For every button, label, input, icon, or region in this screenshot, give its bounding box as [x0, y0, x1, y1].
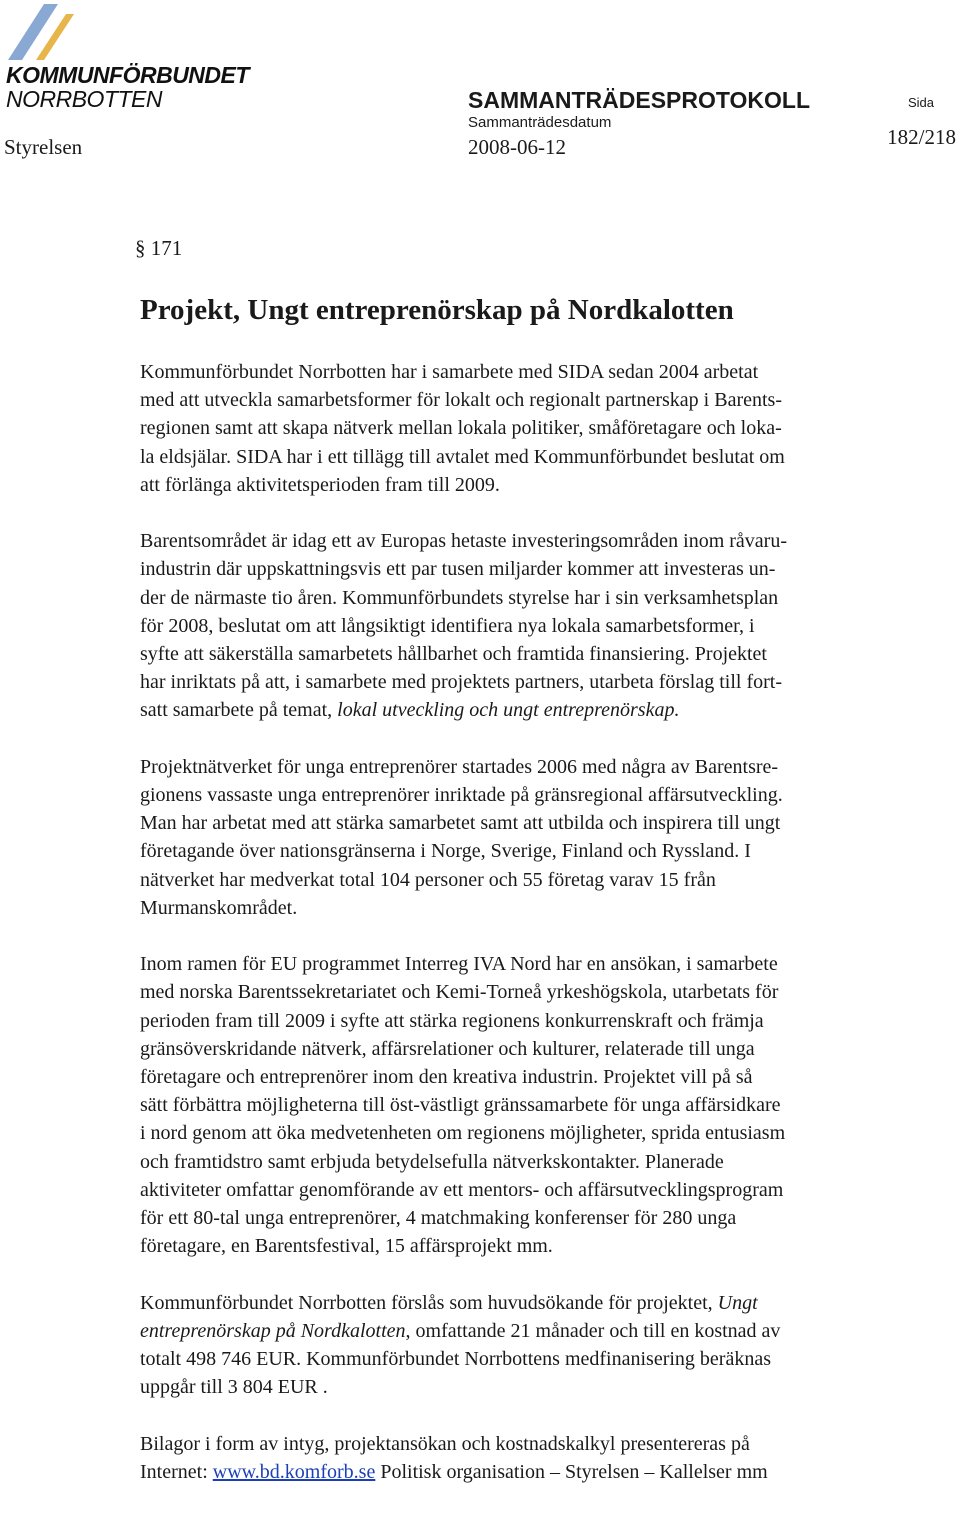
paragraph-4 — [140, 950, 950, 1260]
text-line: Inom ramen för EU programmet Interreg IVA Nord har en ansökan, i samarbete — [140, 953, 778, 976]
text-line: industrin där uppskattningsvis ett par tusen miljarder kommer att investeras un- — [140, 558, 776, 581]
logo-text-line2: NORRBOTTEN — [6, 86, 162, 112]
italic-text: Ungt — [717, 1291, 758, 1314]
text-run: satt samarbete på temat, — [140, 699, 338, 722]
website-link[interactable]: www.bd.komforb.se — [212, 1460, 376, 1483]
document-body — [140, 358, 950, 1514]
text-line — [140, 696, 950, 724]
text-line: nätverket har medverkat total 104 personer och 55 företag varav 15 från — [140, 868, 716, 891]
text-line — [140, 1458, 950, 1486]
text-line: för ett 80-tal unga entreprenörer, 4 matchmaking konferenser för 280 unga — [140, 1207, 737, 1230]
paragraph-1 — [140, 358, 950, 499]
paragraph-number: § 171 — [135, 236, 183, 260]
page-label: Sida — [908, 95, 935, 110]
logo-text-line1: KOMMUNFÖRBUNDET — [6, 62, 249, 88]
text-line: gionens vassaste unga entreprenörer inriktade på gränsregional affärsutveckling. — [140, 784, 783, 807]
text-line: Projektnätverket för unga entreprenörer startades 2006 med några av Barentsre- — [140, 755, 779, 778]
text-line: har inriktats på att, i samarbete med projektets partners, utarbeta förslag till fort- — [140, 671, 782, 694]
text-run: Kommunförbundet Norrbotten förslås som huvudsökande för projektet, — [140, 1291, 718, 1314]
text-line: regionen samt att skapa nätverk mellan lokala politiker, småföretagare och loka- — [140, 417, 782, 440]
text-line: totalt 498 746 EUR. Kommunförbundet Norrbottens medfinanisering beräknas — [140, 1348, 771, 1371]
paragraph-5 — [140, 1289, 950, 1402]
text-line: Barentsområdet är idag ett av Europas hetaste investeringsområden inom råvaru- — [140, 530, 787, 553]
text-line: Murmanskområdet. — [140, 896, 298, 919]
text-line: med norska Barentssekretariatet och Kemi-Torneå yrkeshögskola, utarbetats för — [140, 981, 779, 1004]
text-line: Kommunförbundet Norrbotten har i samarbete med SIDA sedan 2004 arbetat — [140, 361, 759, 383]
board-name: Styrelsen — [4, 135, 83, 159]
text-line: sätt förbättra möjligheterna till öst-västligt gränssamarbete för unga affärsidkare — [140, 1094, 781, 1117]
page-title: Projekt, Ungt entreprenörskap på Nordkalotten — [140, 294, 734, 326]
meeting-date-value: 2008-06-12 — [468, 135, 566, 159]
text-line — [140, 1317, 950, 1345]
text-line: perioden fram till 2009 i syfte att stärka regionens konkurrenskraft och främja — [140, 1009, 764, 1032]
meeting-date-label: Sammanträdesdatum — [468, 114, 612, 131]
text-line: Bilagor i form av intyg, projektansökan och kostnadskalkyl presentereras på — [140, 1432, 750, 1455]
logo-stripe-blue — [8, 4, 58, 60]
text-line: att förlänga aktivitetsperioden fram till 2009. — [140, 473, 500, 496]
text-run: Politisk organisation – Styrelsen – Kallelser mm — [375, 1460, 768, 1483]
organization-logo — [4, 2, 260, 110]
text-line: aktiviteter omfattar genomförande av ett mentors- och affärsutvecklingsprogram — [140, 1178, 784, 1201]
document-title: SAMMANTRÄDESPROTOKOLL — [468, 87, 811, 113]
text-line: uppgår till 3 804 EUR . — [140, 1376, 328, 1399]
paragraph-2 — [140, 527, 950, 724]
text-line: der de närmaste tio åren. Kommunförbundets styrelse har i sin verksamhetsplan — [140, 586, 779, 609]
text-line: i nord genom att öka medvetenheten om regionens möjligheter, sprida entusiasm — [140, 1122, 786, 1145]
text-line: företagare, en Barentsfestival, 15 affärsprojekt mm. — [140, 1235, 553, 1258]
text-line: för 2008, beslutat om att långsiktigt identifiera nya lokala samarbetsformer, i — [140, 614, 755, 637]
logo-stripes-icon — [4, 2, 74, 64]
italic-text: lokal utveckling och ungt entreprenörskap. — [337, 699, 680, 722]
text-line: och framtidstro samt erbjuda betydelsefulla nätverkskontakter. Planerade — [140, 1150, 724, 1173]
italic-text: entreprenörskap på Nordkalotten — [140, 1319, 406, 1342]
text-line: syfte att säkerställa samarbetets hållbarhet och framtida finansiering. Projektet — [140, 643, 767, 666]
text-line — [140, 1289, 950, 1317]
text-line: gränsöverskridande nätverk, affärsrelationer och kulturer, relaterade till unga — [140, 1037, 755, 1060]
page-number: 182/218 — [887, 125, 956, 149]
paragraph-3 — [140, 753, 950, 922]
text-run: Internet: — [140, 1460, 213, 1483]
text-line: företagare och entreprenörer inom den kreativa industrin. Projektet vill på så — [140, 1066, 753, 1089]
text-line: Man har arbetat med att stärka samarbetet samt att utbilda och inspirera till ungt — [140, 812, 781, 835]
text-line: företagande över nationsgränserna i Norge, Sverige, Finland och Ryssland. I — [140, 840, 751, 863]
text-run: , omfattande 21 månader och till en kostnad av — [405, 1319, 781, 1342]
text-line: la eldsjälar. SIDA har i ett tillägg till avtalet med Kommunförbundet beslutat om — [140, 445, 785, 468]
text-line: med att utveckla samarbetsformer för lokalt och regionalt partnerskap i Barents- — [140, 389, 782, 412]
paragraph-6 — [140, 1430, 950, 1486]
